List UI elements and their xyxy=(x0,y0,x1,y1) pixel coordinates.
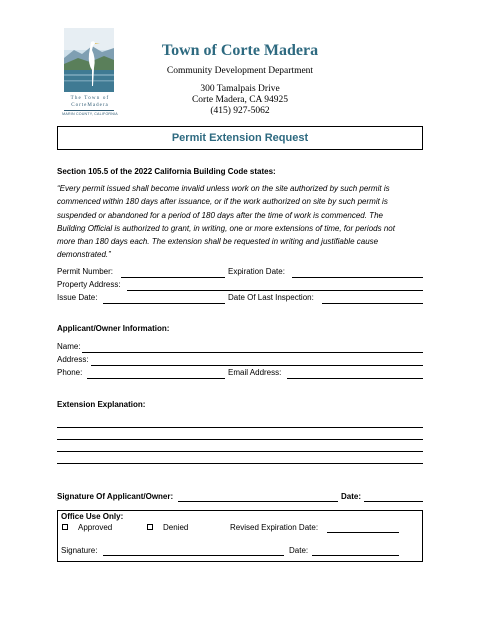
address-field[interactable] xyxy=(91,365,423,366)
org-name: Town of Corte Madera xyxy=(161,42,319,59)
address-line2: Corte Madera, CA 94925 xyxy=(191,95,289,105)
issue-date-label: Issue Date: xyxy=(57,293,98,302)
property-address-label: Property Address: xyxy=(57,280,121,289)
signature-field[interactable] xyxy=(178,501,338,502)
office-use-heading: Office Use Only: xyxy=(61,512,124,521)
address-line1: 300 Tamalpais Drive xyxy=(200,84,280,94)
office-signature-label: Signature: xyxy=(61,546,98,555)
expiration-date-field[interactable] xyxy=(292,277,423,278)
explanation-line[interactable] xyxy=(57,463,423,464)
quote-line: suspended or abandoned for a period of 180 days after the time of work is commenced. The xyxy=(57,210,383,220)
approved-label: Approved xyxy=(78,523,113,532)
office-signature-field[interactable] xyxy=(103,555,284,556)
quote-line: commenced within 180 days after issuance, or if the work authorized on site by such permit is xyxy=(57,197,388,207)
quote-line: Building Official is authorized to grant, in writing, one or more extensions of time, for periods not xyxy=(57,223,395,233)
email-field[interactable] xyxy=(287,378,423,379)
office-date-label: Date: xyxy=(289,546,309,555)
quote-line: more than 180 days each. The extension shall be requested in writing and justifiable cause xyxy=(57,237,379,247)
permit-number-field[interactable] xyxy=(121,277,225,278)
email-label: Email Address: xyxy=(228,368,282,377)
logo-caption-line2: CorteMadera xyxy=(71,103,109,108)
explanation-line[interactable] xyxy=(57,451,423,452)
last-inspection-label: Date Of Last Inspection: xyxy=(228,293,314,302)
last-inspection-field[interactable] xyxy=(322,303,423,304)
explanation-heading: Extension Explanation: xyxy=(57,400,146,409)
office-date-field[interactable] xyxy=(312,555,399,556)
permit-number-label: Permit Number: xyxy=(57,267,114,276)
quote-line: “Every permit issued shall become invalid unless work on the site authorized by such permit is xyxy=(57,184,390,193)
approved-checkbox[interactable] xyxy=(62,524,68,530)
signature-date-label: Date: xyxy=(341,492,362,501)
signature-label: Signature Of Applicant/Owner: xyxy=(57,492,174,501)
explanation-line[interactable] xyxy=(57,439,423,440)
department: Community Development Department xyxy=(166,66,314,76)
signature-date-field[interactable] xyxy=(364,501,423,502)
logo-caption-line3: MARIN COUNTY, CALIFORNIA xyxy=(62,112,118,116)
revised-expiration-label: Revised Expiration Date: xyxy=(230,523,319,532)
phone-label: Phone: xyxy=(57,368,83,377)
form-title: Permit Extension Request xyxy=(57,126,423,150)
name-label: Name: xyxy=(57,342,81,351)
town-logo-heron xyxy=(64,28,114,92)
name-field[interactable] xyxy=(82,352,423,353)
expiration-date-label: Expiration Date: xyxy=(228,267,285,276)
quote-line: demonstrated.” xyxy=(57,250,111,260)
address-label: Address: xyxy=(57,355,89,364)
explanation-line[interactable] xyxy=(57,427,423,428)
phone-number: (415) 927-5062 xyxy=(210,106,270,116)
phone-field[interactable] xyxy=(87,378,225,379)
logo-rule xyxy=(64,110,114,111)
issue-date-field[interactable] xyxy=(103,303,225,304)
revised-expiration-field[interactable] xyxy=(327,532,399,533)
logo-caption-line1: The Town of xyxy=(70,96,110,101)
denied-label: Denied xyxy=(163,523,189,532)
section-heading: Section 105.5 of the 2022 California Building Code states: xyxy=(57,167,276,176)
denied-checkbox[interactable] xyxy=(147,524,153,530)
applicant-heading: Applicant/Owner Information: xyxy=(57,324,170,333)
code-quote xyxy=(57,182,425,262)
property-address-field[interactable] xyxy=(127,290,423,291)
